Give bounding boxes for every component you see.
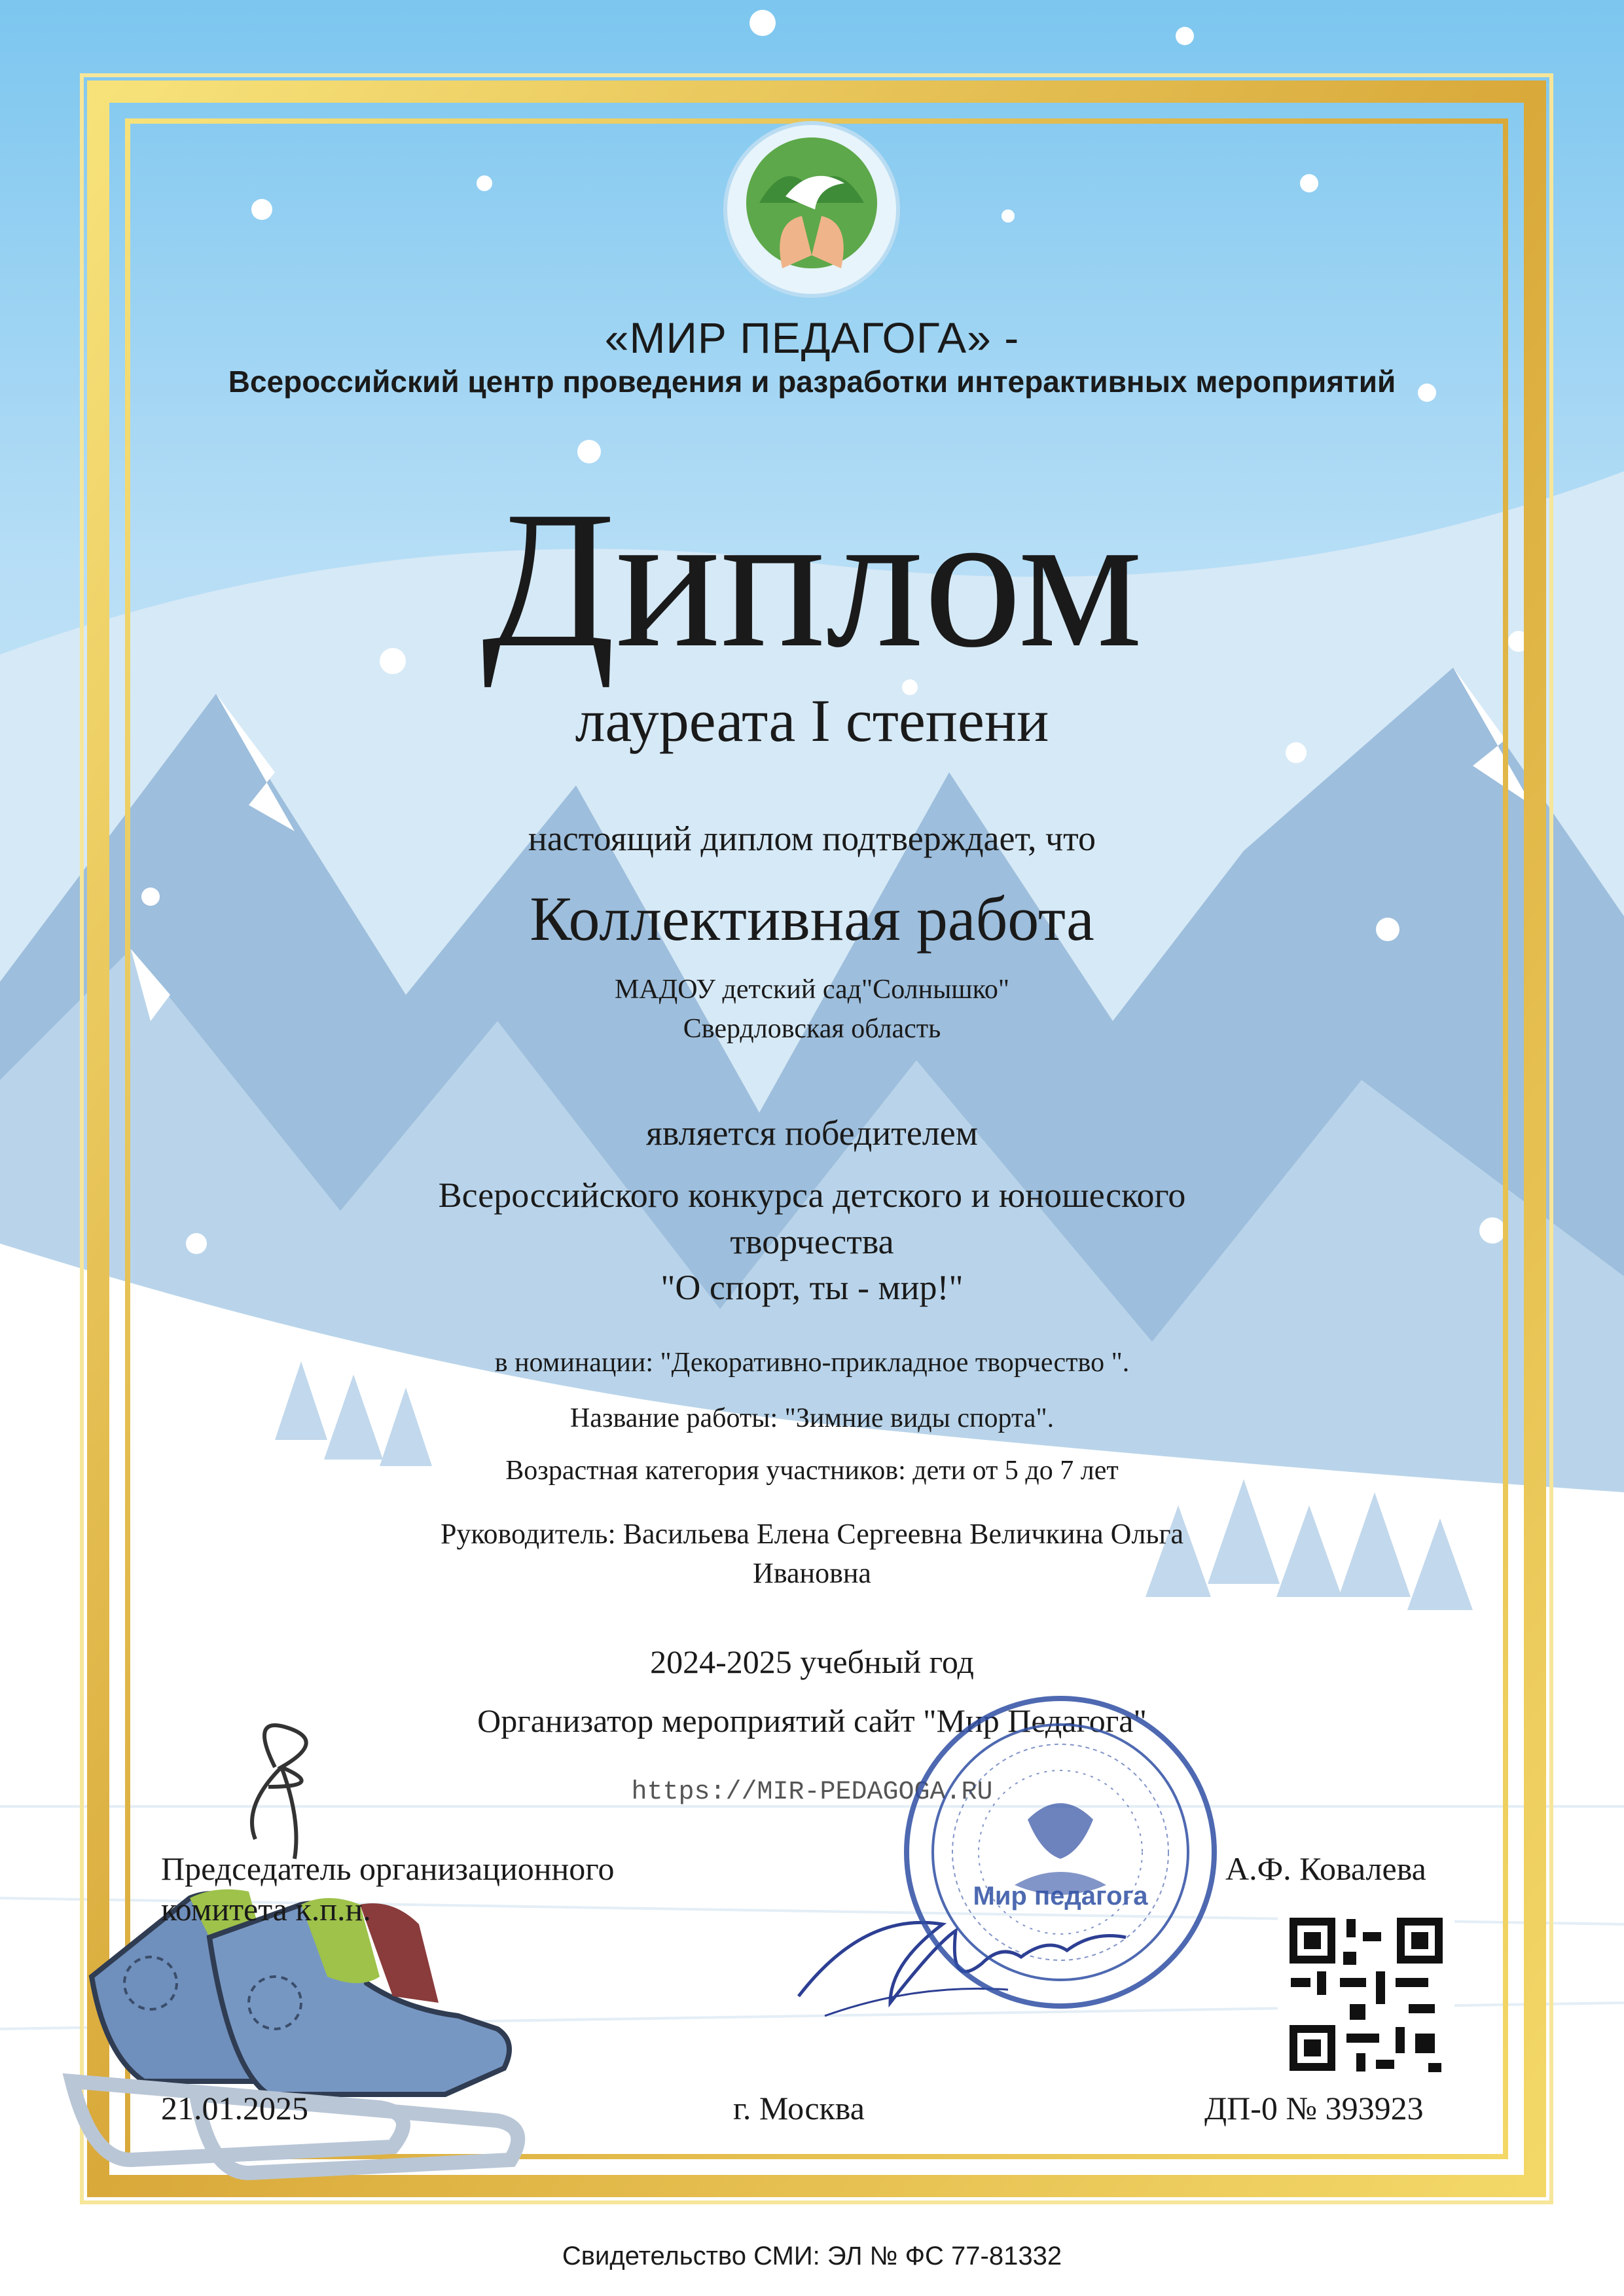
diploma-title: Диплом bbox=[481, 471, 1143, 688]
chairman-role-line-2: комитета к.п.н. bbox=[161, 1891, 371, 1928]
contest-name: "О спорт, ты - мир!" bbox=[660, 1268, 964, 1307]
website-url: https://MIR-PEDAGOGA.RU bbox=[631, 1778, 993, 1807]
region-name: Свердловская область bbox=[683, 1014, 941, 1044]
official-stamp bbox=[897, 1689, 1224, 2016]
issue-date: 21.01.2025 bbox=[161, 2090, 308, 2126]
nomination: в номинации: "Декоративно-прикладное творчество ". bbox=[494, 1348, 1130, 1378]
recipient-name: Коллективная работа bbox=[530, 884, 1094, 954]
organization-name: «МИР ПЕДАГОГА» - bbox=[604, 314, 1020, 362]
supervisor-line-1: Руководитель: Васильева Елена Сергеевна Величкина Ольга bbox=[440, 1518, 1184, 1550]
organizer-line: Организатор мероприятий сайт "Мир Педагога" bbox=[477, 1702, 1147, 1739]
media-certificate: Свидетельство СМИ: ЭЛ № ФС 77-81332 bbox=[562, 2242, 1062, 2270]
qr-code bbox=[1278, 1906, 1454, 2083]
contest-line-1: Всероссийского конкурса детского и юношеского bbox=[438, 1175, 1186, 1215]
contest-line-2: творчества bbox=[730, 1222, 894, 1261]
age-category: Возрастная категория участников: дети от 5 до 7 лет bbox=[505, 1456, 1119, 1486]
supervisor-line-2: Ивановна bbox=[753, 1557, 871, 1589]
institution-name: МАДОУ детский сад"Солнышко" bbox=[614, 975, 1010, 1005]
diploma-number: ДП-0 № 393923 bbox=[1204, 2090, 1424, 2126]
stamp-center-text: Мир педагога bbox=[973, 1882, 1148, 1910]
chairman-role-line-1: Председатель организационного bbox=[161, 1850, 615, 1887]
globe-hands-logo bbox=[720, 118, 903, 301]
diploma-degree: лауреата I степени bbox=[575, 687, 1049, 754]
chairman-name: А.Ф. Ковалева bbox=[1225, 1850, 1426, 1887]
confirmation-line: настоящий диплом подтверждает, что bbox=[528, 819, 1096, 858]
winner-status: является победителем bbox=[646, 1113, 978, 1153]
issue-city: г. Москва bbox=[733, 2090, 865, 2126]
school-year: 2024-2025 учебный год bbox=[650, 1643, 974, 1680]
organization-subtitle: Всероссийский центр проведения и разработки интерактивных мероприятий bbox=[228, 365, 1396, 399]
work-title: Название работы: "Зимние виды спорта". bbox=[569, 1403, 1055, 1433]
